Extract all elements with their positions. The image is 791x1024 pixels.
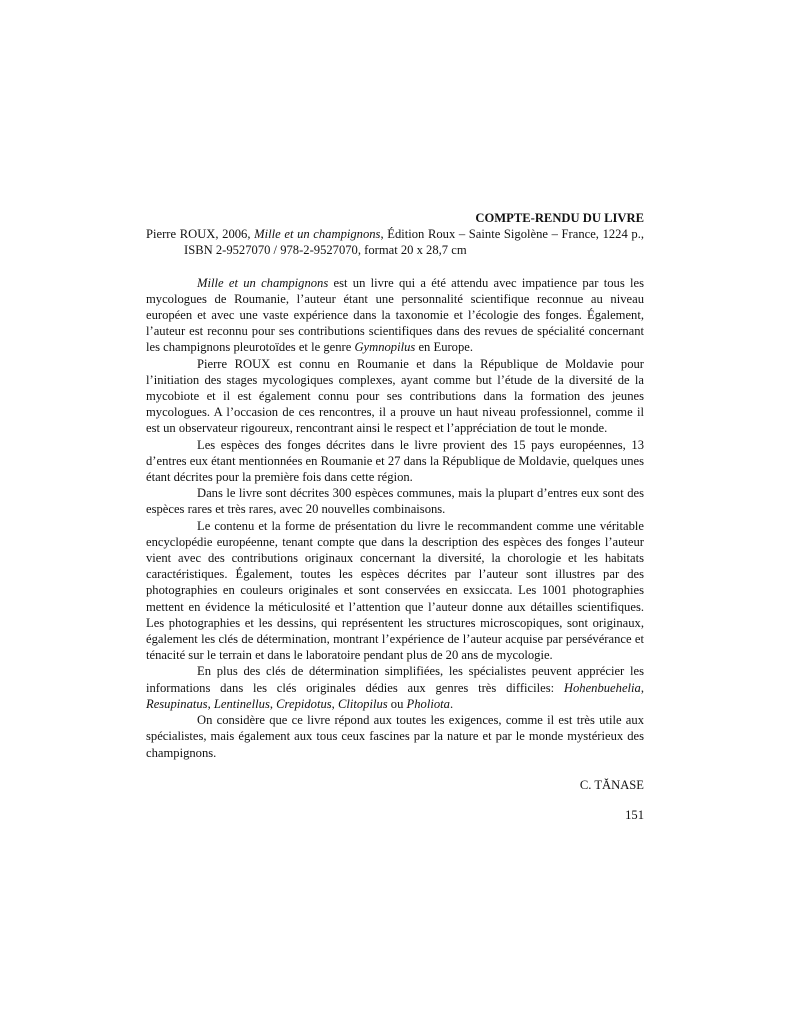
review-body bbox=[146, 275, 644, 761]
book-title-inline: Mille et un champignons bbox=[197, 275, 329, 290]
paragraph-content: Le contenu et la forme de présentation du livre le recommandent comme une véritable encyclopédie européenne, tenant compte que dans la description des espèces des fonges l’auteur vient avec des contributions originaux concernant la diversité, la chorologie et les habitats caractéristiques. Également, toutes les espèces décrites par l’auteur sont illustres par des photographies en couleurs originales et sont conservées en exsiccata. Les 1001 photographies mettent en évidence la méticulosité et l’attention que l’auteur donne aux détailles scientifiques. Les photographies et les dessins, qui représentent les structures microscopiques, sont originaux, également les clés de détermination, montrant l’expérience de l’auteur acquise par persévérance et ténacité sur le terrain et dans le laboratoire pendant plus de 20 ans de mycologie. bbox=[146, 518, 644, 663]
genus-resupinatus: Resupinatus bbox=[146, 696, 208, 711]
genus-gymnopilus: Gymnopilus bbox=[354, 340, 416, 355]
reviewer-signature: C. TĂNASE bbox=[579, 777, 644, 792]
paragraph-keys bbox=[146, 663, 644, 712]
section-heading: COMPTE-RENDU DU LIVRE bbox=[475, 211, 644, 225]
genus-crepidotus: Crepidotus bbox=[276, 696, 332, 711]
paragraph-intro bbox=[146, 275, 644, 356]
paragraph-species-origin: Les espèces des fonges décrites dans le livre provient des 15 pays européennes, 13 d’entres eux étant mentionnées en Roumanie et 27 dans la République de Moldavie, quelques unes étant décrites pour la première fois dans cette région. bbox=[146, 437, 644, 485]
book-review-page bbox=[146, 210, 644, 823]
sentence-end: . bbox=[449, 696, 454, 711]
paragraph-keys-text: En plus des clés de détermination simplifiées, les spécialistes peuvent apprécier les informations dans les clés originales dédies aux genres très difficiles: bbox=[146, 664, 644, 695]
separator: , bbox=[640, 680, 644, 695]
separator: , bbox=[269, 696, 277, 711]
citation-publication-details: , Édition Roux – Sainte Sigolène – France, 1224 p., ISBN 2-9527070 / 978-2-9527070, format 20 x 28,7 cm bbox=[184, 227, 645, 258]
genus-lentinellus: Lentinellus bbox=[213, 696, 270, 711]
separator: , bbox=[207, 696, 214, 711]
paragraph-intro-end: en Europe. bbox=[415, 340, 474, 355]
page-number: 151 bbox=[625, 807, 644, 822]
paragraph-conclusion: On considère que ce livre répond aux toutes les exigences, comme il est très utile aux spécialistes, mais également aux tous ceux fascines par la nature et par le monde mystérieux des champignons. bbox=[146, 713, 644, 760]
genus-hohenbuehelia: Hohenbuehelia bbox=[563, 680, 641, 695]
paragraph-species-count: Dans le livre sont décrites 300 espèces communes, mais la plupart d’entres eux sont des espèces rares et très rares, avec 20 nouvelles combinaisons. bbox=[146, 486, 644, 517]
book-citation bbox=[146, 226, 644, 258]
conjunction-ou: ou bbox=[387, 696, 407, 711]
paragraph-author: Pierre ROUX est connu en Roumanie et dans la République de Moldavie pour l’initiation des stages mycologiques complexes, ayant comme but l’étude de la diversité de la mycobiote et il est également connu pour ses contributions dans la formation des jeunes mycologues. A l’occasion de ces rencontres, il a prouve un haut niveau professionnel, comme il est un observateur rigoureux, rencontrant ainsi le respect et l’appréciation de tout le monde. bbox=[146, 356, 644, 436]
citation-book-title: Mille et un champignons bbox=[254, 227, 381, 242]
paragraph-intro-text: est un livre qui a été attendu avec impatience par tous les mycologues de Roumanie, l’auteur étant une personnalité scientifique reconnue au niveau européen et avec une vaste expérience dans la taxonomie et l’écologie des fonges. Également, l’auteur est reconnu pour ses contributions scientifiques dans des revues de spécialité concernant les champignons pleurotoïdes et le genre bbox=[146, 275, 644, 355]
citation-author-year: Pierre ROUX, 2006, bbox=[146, 227, 255, 242]
separator: , bbox=[331, 696, 338, 711]
genus-pholiota: Pholiota bbox=[406, 696, 450, 711]
genus-clitopilus: Clitopilus bbox=[337, 696, 388, 711]
